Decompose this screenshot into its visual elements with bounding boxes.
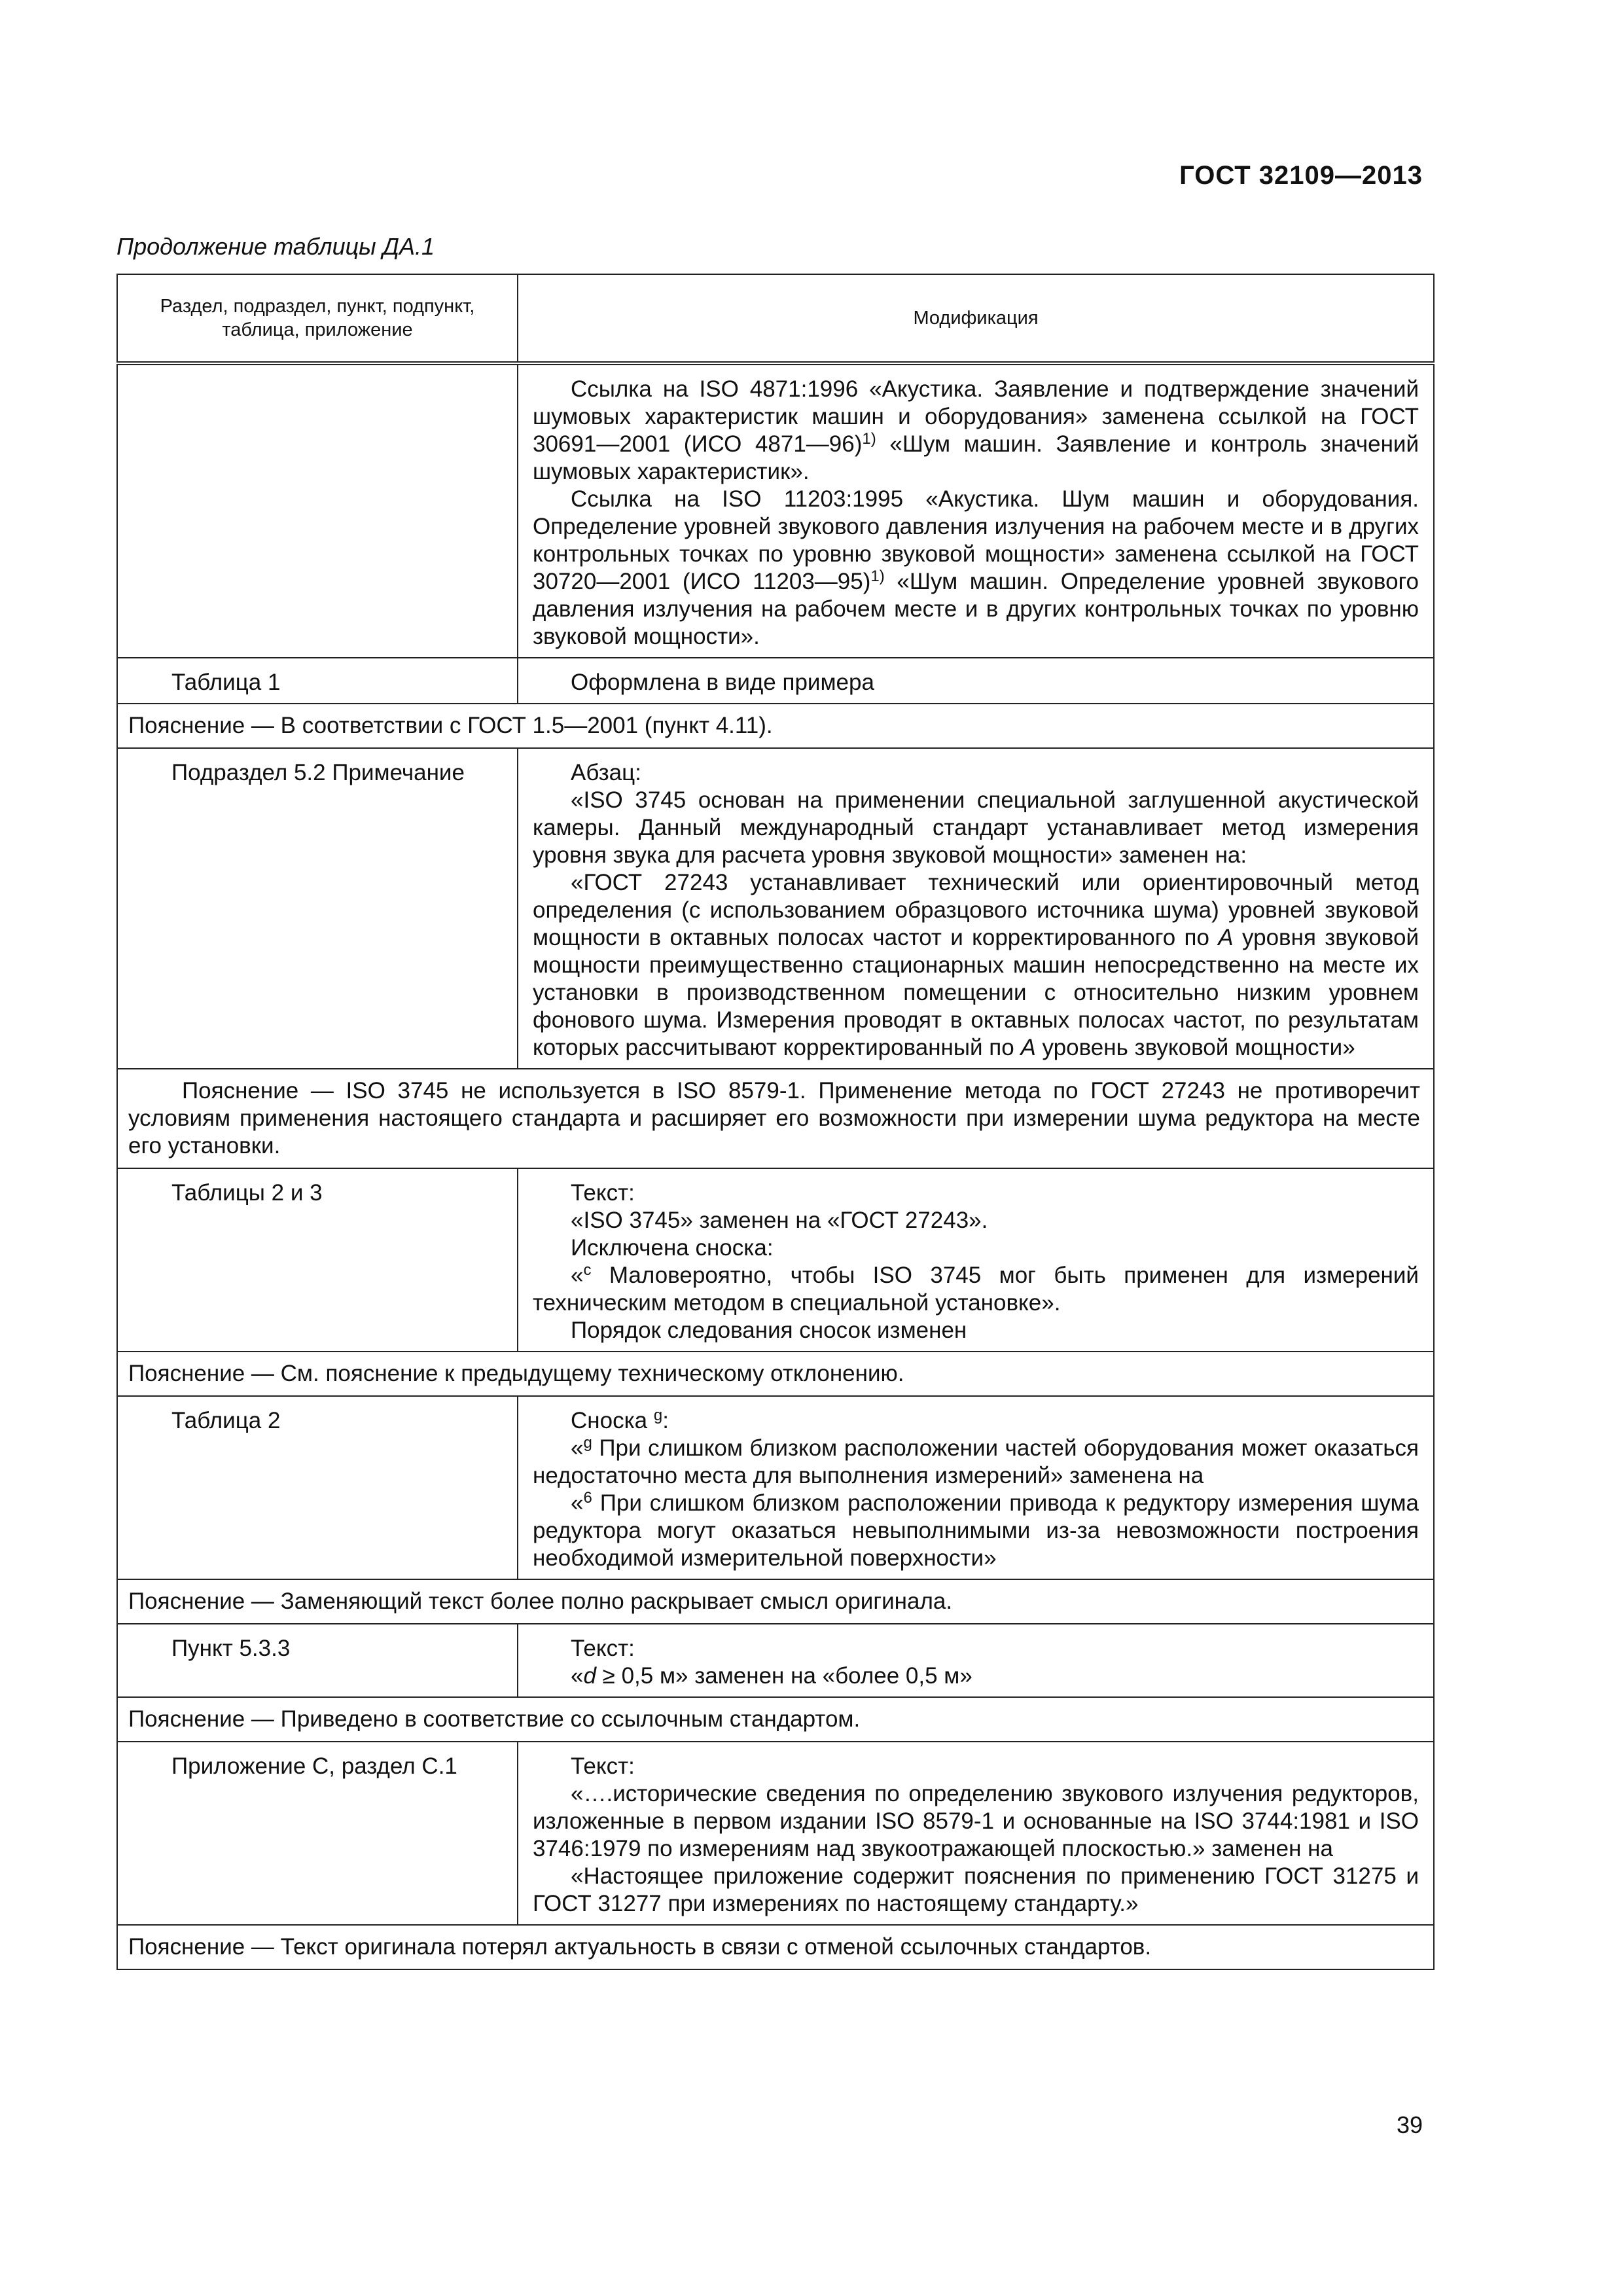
explanation-row [117, 1697, 1434, 1742]
section-cell: Таблицы 2 и 3 [117, 1168, 518, 1352]
explanation-cell: Пояснение — Текст оригинала потерял актуальность в связи с отменой ссылочных стандартов. [117, 1925, 1434, 1969]
table-row [117, 1396, 1434, 1579]
table-row [117, 658, 1434, 704]
explanation-cell: Пояснение — См. пояснение к предыдущему техническому отклонению. [117, 1352, 1434, 1396]
section-cell [117, 363, 518, 658]
explanation-cell: Пояснение — ISO 3745 не используется в ISO 8579-1. Применение метода по ГОСТ 27243 не противоречит условиям применения настоящего стандарта и расширяет его возможности при измерении шума редуктора на месте его установки. [117, 1069, 1434, 1168]
explanation-row [117, 1579, 1434, 1624]
modification-cell [518, 363, 1434, 658]
modification-paragraph: Ссылка на ISO 11203:1995 «Акустика. Шум машин и оборудования. Определение уровней звукового давления излучения на рабочем месте и в других контрольных точках по уровню звуковой мощности» заменена ссылкой на ГОСТ 30720—2001 (ИСО 11203—95)$^{1)}$ «Шум машин. Определение уровней звукового давления излучения на рабочем месте и в других контрольных точках по уровню звуковой мощности». [533, 486, 1419, 649]
table-row [117, 1168, 1434, 1352]
section-cell: Подраздел 5.2 Примечание [117, 748, 518, 1069]
explanation-row [117, 704, 1434, 748]
modification-cell: Оформлена в виде примера [518, 658, 1434, 704]
explanation-cell: Пояснение — Приведено в соответствие со ссылочным стандартом. [117, 1697, 1434, 1742]
modifications-table [116, 274, 1435, 1970]
section-cell: Таблица 2 [117, 1396, 518, 1579]
header-section-column: Раздел, подраздел, пункт, подпункт, таблица, приложение [117, 274, 518, 363]
section-cell: Таблица 1 [117, 658, 518, 704]
modification-cell: Сноска $^g$: «$^g$ При слишком близком расположении частей оборудования может оказаться недостаточно места для выполнения измерений» заменена на «$^6$ При слишком близком расположении привода к редуктору измерения шума редуктора могут оказаться невыполнимыми из-за невозможности построения необходимой измерительной поверхности» [518, 1396, 1434, 1579]
modification-cell: Текст: «….исторические сведения по определению звукового излучения редукторов, изложенные в первом издании ISO 8579-1 и основанные на ISO 3744:1981 и ISO 3746:1979 по измерениям над звукоотражающей плоскостью.» заменен на «Настоящее приложение содержит пояснения по применению ГОСТ 31275 и ГОСТ 31277 при измерениях по настоящему стандарту.» [518, 1742, 1434, 1925]
table-caption: Продолжение таблицы ДА.1 [116, 233, 435, 260]
explanation-row [117, 1925, 1434, 1969]
document-code: ГОСТ 32109—2013 [1179, 161, 1423, 190]
explanation-cell: Пояснение — Заменяющий текст более полно раскрывает смысл оригинала. [117, 1579, 1434, 1624]
page-number: 39 [1396, 2111, 1423, 2138]
header-modification-column: Модификация [518, 274, 1434, 363]
explanation-row [117, 1352, 1434, 1396]
table-row [117, 363, 1434, 658]
modification-paragraph: Ссылка на ISO 4871:1996 «Акустика. Заявление и подтверждение значений шумовых характеристик машин и оборудования» заменена ссылкой на ГОСТ 30691—2001 (ИСО 4871—96)$^{1)}$ «Шум машин. Заявление и контроль значений шумовых характеристик». [533, 376, 1419, 484]
modification-cell: Абзац: «ISO 3745 основан на применении специальной заглушенной акустической камеры. Данный международный стандарт устанавливает метод измерения уровня звука для расчета уровня звуковой мощности» заменен на: «ГОСТ 27243 устанавливает технический или ориентировочный метод определения (с использованием образцового источника шума) уровней звуковой мощности в октавных полосах частот и корректированного по A уровня звуковой мощности преимущественно стационарных машин непосредственно на месте их установки в производственном помещении с относительно низким уровнем фонового шума. Измерения проводят в октавных полосах частот, по результатам которых рассчитывают корректированный по A уровень звуковой мощности» [518, 748, 1434, 1069]
modification-cell: Текст: «d ≥ 0,5 м» заменен на «более 0,5 м» [518, 1624, 1434, 1697]
explanation-row [117, 1069, 1434, 1168]
table-row [117, 1742, 1434, 1925]
explanation-cell: Пояснение — В соответствии с ГОСТ 1.5—2001 (пункт 4.11). [117, 704, 1434, 748]
table-row [117, 1624, 1434, 1697]
table-header-row [117, 274, 1434, 363]
section-cell: Приложение С, раздел С.1 [117, 1742, 518, 1925]
section-cell: Пункт 5.3.3 [117, 1624, 518, 1697]
modification-cell: Текст: «ISO 3745» заменен на «ГОСТ 27243». Исключена сноска: «$^c$ Маловероятно, чтобы ISO 3745 мог быть применен для измерений техническим методом в специальной установке». Порядок следования сносок изменен [518, 1168, 1434, 1352]
table-row [117, 748, 1434, 1069]
